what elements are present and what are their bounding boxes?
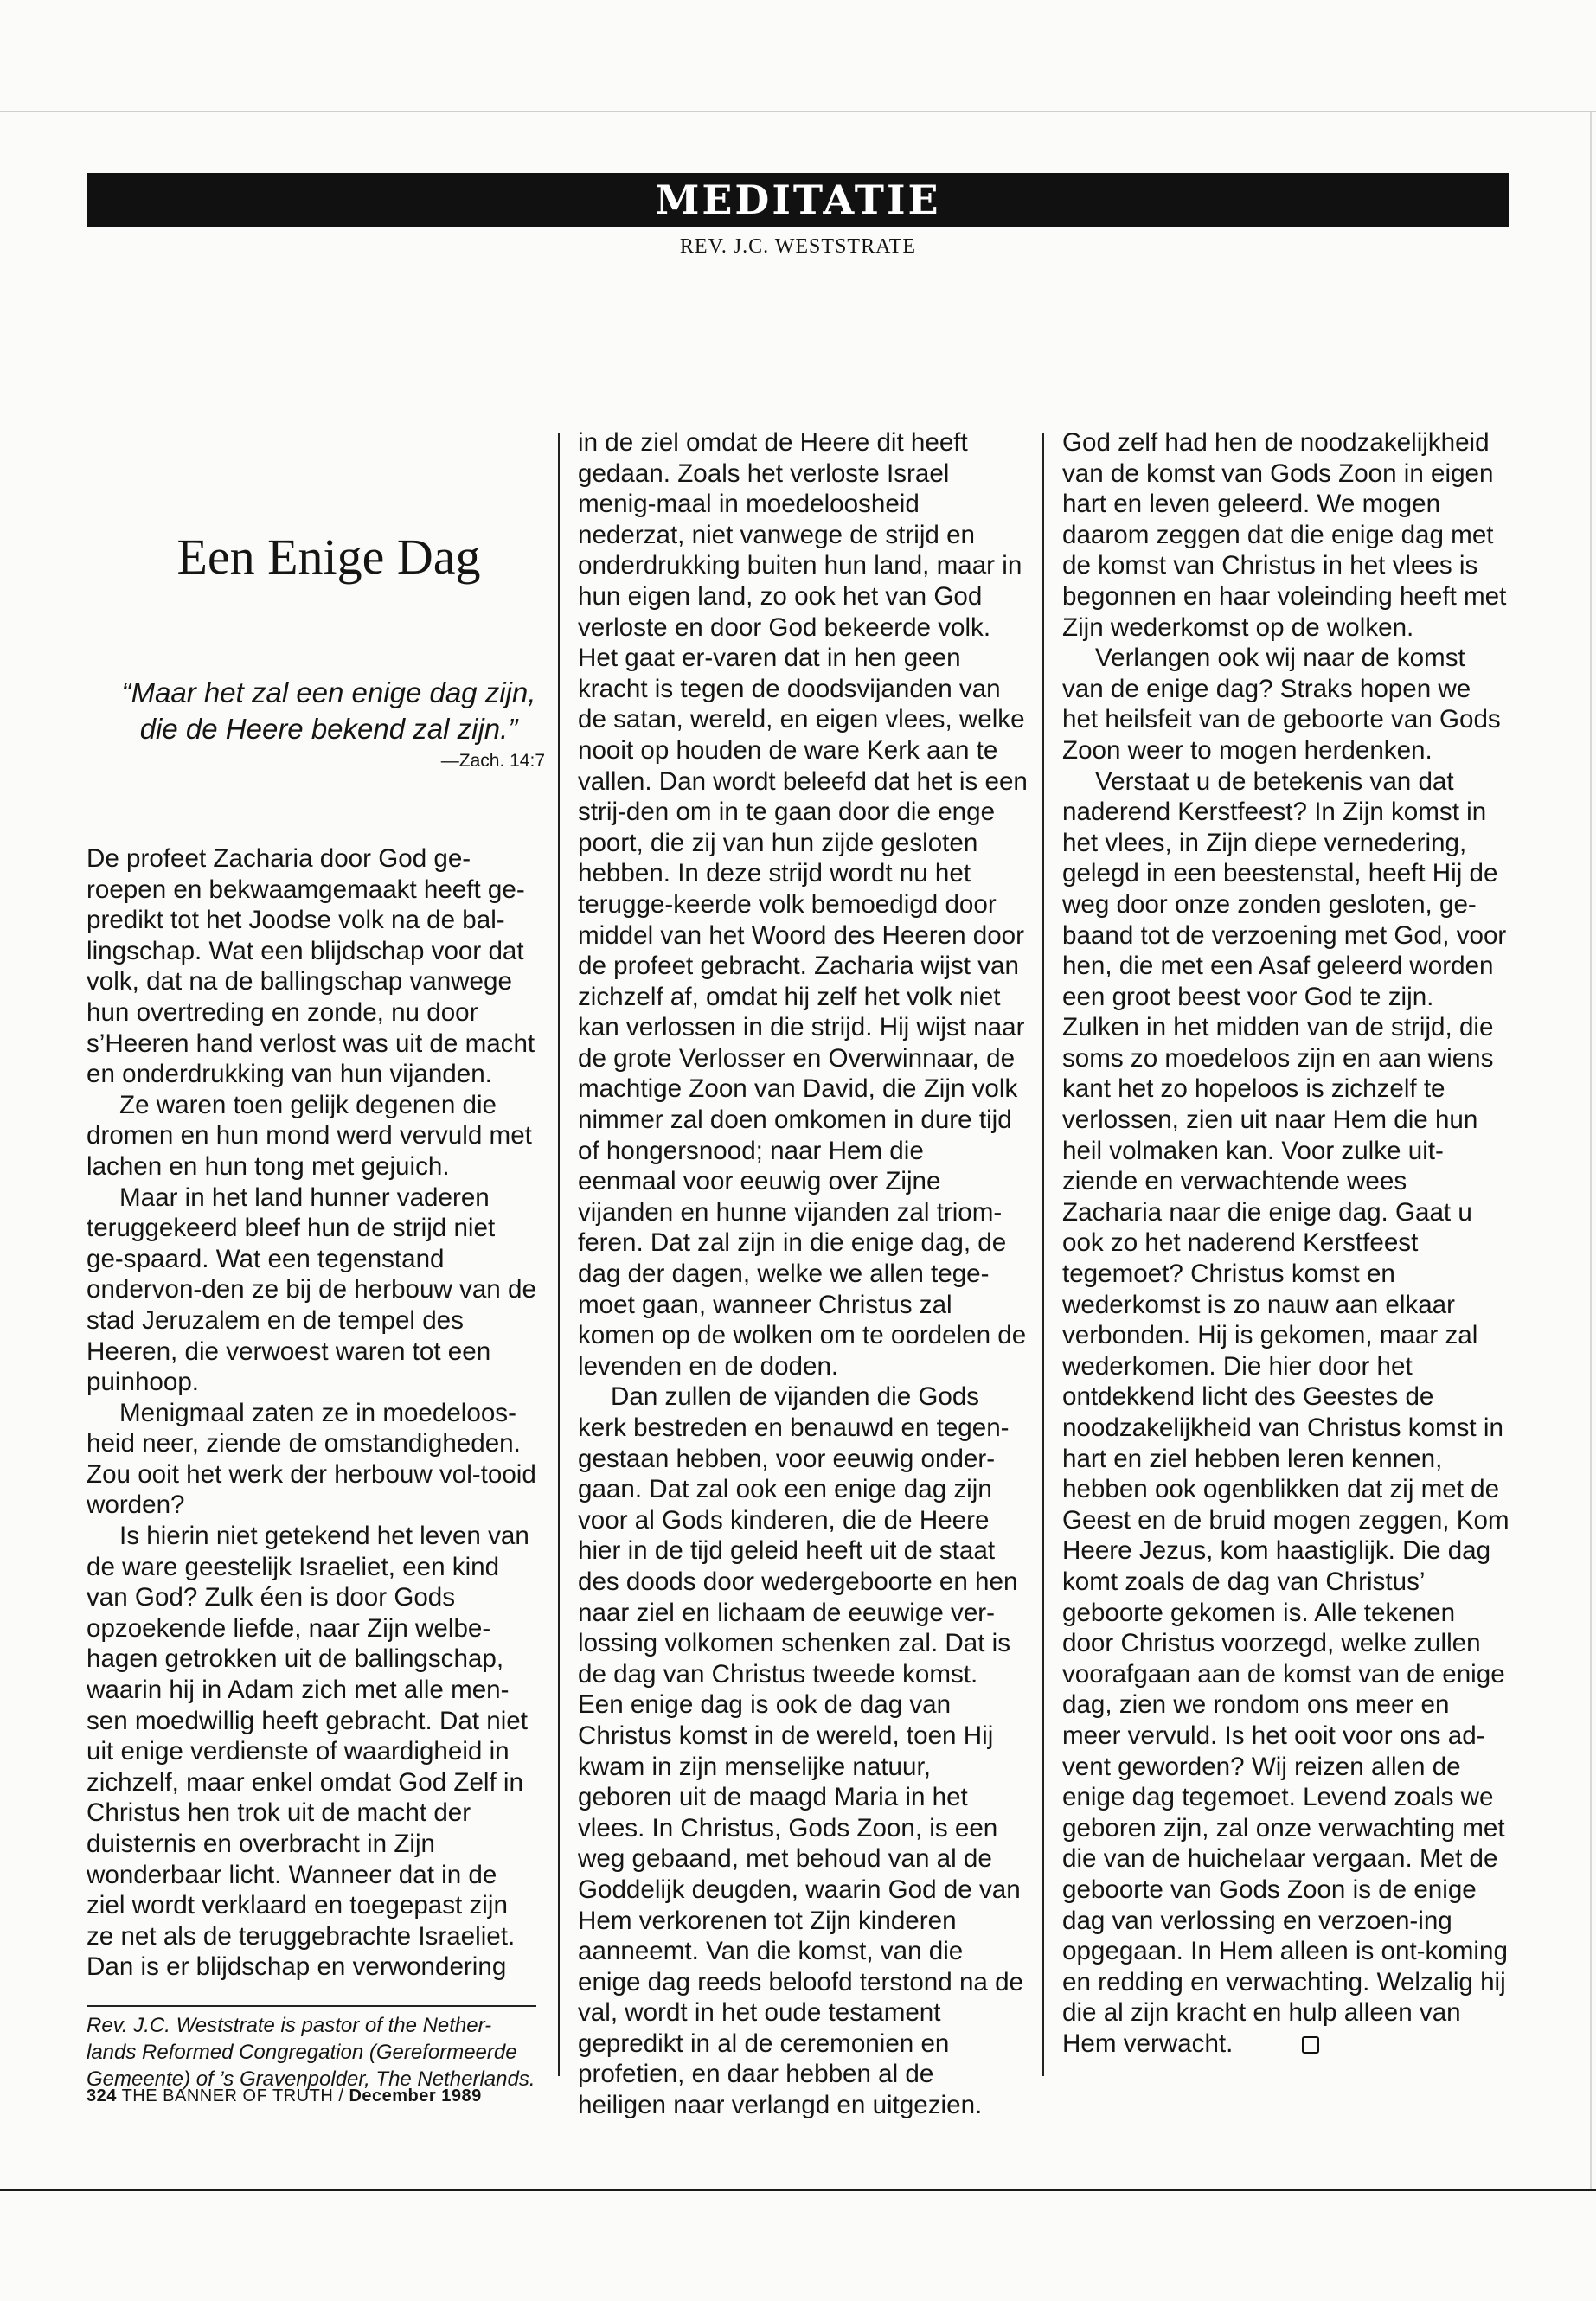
bottom-edge-rule (0, 2189, 1596, 2191)
paragraph: Menigmaal zaten ze in moedeloos-heid neer, ziende de omstandigheden. Zou ooit het werk der herbouw vol-tooid worden? (87, 1398, 536, 1520)
column-2 (578, 427, 1028, 2121)
author-line: REV. J.C. WESTSTRATE (679, 235, 917, 258)
paragraph: Ze waren toen gelijk degenen die dromen en hun mond werd vervuld met lachen en hun tong met gejuich. (87, 1090, 532, 1181)
paragraph-text: Verstaat u de betekenis van dat naderend Kerstfeest? In Zijn komst in het vlees, in Zijn diepe vernedering, gelegd in een beestenstal, heeft Hij de weg door onze zonden gesloten, ge-baand tot de verzoening met God, voor hen, die met een Asaf geleerd worden een groot beest voor God te zijn. Zulken in het midden van de strijd, die soms zo moedeloos zijn en aan wiens kant het zo hopeloos is zichzelf te verlossen, zien uit naar Hem die hun heil volmaken kan. Voor zulke uit-ziende en verwachtende wees Zacharia naar die enige dag. Gaat u ook zo het naderend Kerstfeest tegemoet? Christus komst en wederkomst is zo nauw aan elkaar verbonden. Hij is gekomen, maar zal wederkomen. Die hier door het ontdekkend licht des Geestes de noodzakelijkheid van Christus komst in hart en ziel hebben leren kennen, hebben ook ogenblikken dat zij met de Geest en de bruid mogen zeggen, Kom Heere Jezus, kom haastiglijk. Die dag komt zoals de dag van Christus’ geboorte gekomen is. Alle tekenen door Christus voorzegd, welke zullen voorafgaan aan de komst van de enige dag, zien we rondom ons meer en meer vervuld. Is het ooit voor ons ad-vent geworden? Wij reizen allen de enige dag tegemoet. Levend zoals we geboren zijn, zal onze verwachting met die van de huichelaar vergaan. Met de geboorte van Gods Zoon is de enige dag van verlossing en verzoen-ing opgegaan. In Hem alleen is ont-koming en redding en verwachting. Welzalig hij die al zijn kracht en hulp alleen van Hem verwacht. (1062, 766, 1509, 2058)
column-divider (1042, 433, 1044, 2076)
author-footnote: Rev. J.C. Weststrate is pastor of the Nether-lands Reformed Congregation (Gereformeerde Gemeente) of ’s Gravenpolder, The Netherlands. (87, 2014, 535, 2091)
paragraph: in de ziel omdat de Heere dit heeft gedaan. Zoals het verloste Israel menig-maal in moedeloosheid nederzat, niet vanwege de strijd en onderdrukking buiten hun land, maar in hun eigen land, zo ook het van God verloste en door God bekeerde volk. Het gaat er-varen dat in hen geen kracht is tegen de doodsvijanden van de satan, wereld, en eigen vlees, welke nooit op houden de ware Kerk aan te vallen. Dan wordt beleefd dat het is een strij-den om in te gaan door die enge poort, die zij van hun zijde gesloten hebben. In deze strijd wordt nu het terugge-keerde volk bemoedigd door middel van het Woord des Heeren door de profeet gebracht. Zacharia wijst van zichzelf af, omdat hij zelf het volk niet kan verlossen in die strijd. Hij wijst naar de grote Verlosser en Overwinnaar, de machtige Zoon van David, die Zijn volk nimmer zal doen omkomen in dure tijd of hongersnood; naar Hem die eenmaal voor eeuwig over Zijne vijanden en hunne vijanden zal triom-feren. Dat zal zijn in die enige dag, de dag der dagen, welke we allen tege-moet gaan, wanneer Christus zal komen op de wolken om te oordelen de levenden en de doden. (578, 428, 1028, 1381)
epigraph-reference: —Zach. 14:7 (440, 751, 545, 771)
page-folio (87, 2086, 482, 2106)
column-1 (87, 843, 536, 1983)
column-divider (558, 433, 560, 2076)
page-number: 324 (87, 2086, 117, 2106)
paragraph: God zelf had hen de noodzakelijkheid van de komst van Gods Zoon in eigen hart en leven geleerd. We mogen daarom zeggen dat die enige dag met de komst van Christus in het vlees is begonnen en haar voleinding heeft met Zijn wederkomst op de wolken. (1062, 428, 1507, 642)
publication-name: THE BANNER OF TRUTH / (121, 2086, 344, 2106)
right-edge-shadow (1590, 112, 1592, 2189)
paragraph: Is hierin niet getekend het leven van de ware geestelijk Israeliet, een kind van God? Zulk éen is door Gods opzoekende liefde, naar Zijn welbe-hagen getrokken uit de ballingschap, waarin hij in Adam zich met alle men-sen moedwillig heeft gebracht. Dat niet uit enige verdienste of waardigheid in zichzelf, maar enkel omdat God Zelf in Christus hen trok uit de macht der duisternis en overbracht in Zijn wonderbaar licht. Wanneer dat in de ziel wordt verklaard en toegepast zijn ze net als de teruggebrachte Israeliet. Dan is er blijdschap en verwondering (87, 1522, 529, 1982)
paragraph: Verlangen ook wij naar de komst van de enige dag? Straks hopen we het heilsfeit van de geboorte van Gods Zoon weer to mogen herdenken. (1062, 644, 1501, 765)
paragraph-final (1062, 766, 1512, 2060)
epigraph-line-1: “Maar het zal een enige dag zijn, (121, 676, 536, 708)
end-of-article-mark-icon (1302, 2036, 1319, 2054)
section-banner (87, 173, 1509, 227)
section-banner-text: MEDITATIE (655, 176, 941, 223)
paragraph: Maar in het land hunner vaderen teruggekeerd bleef hun de strijd niet ge-spaard. Wat een tegenstand ondervon-den ze bij de herbouw van de stad Jeruzalem en de tempel des Heeren, die verwoest waren tot een puinhoop. (87, 1183, 536, 1397)
paragraph: Dan zullen de vijanden die Gods kerk bestreden en benauwd en tegen-gestaan hebben, voor eeuwig onder-gaan. Dat zal ook een enige dag zijn voor al Gods kinderen, die de Heere hier in de tijd geleid heeft uit de staat des doods door wedergeboorte en hen naar ziel en lichaam de eeuwige ver-lossing volkomen schenken zal. Dat is de dag van Christus tweede komst. Een enige dag is ook de dag van Christus komst in de wereld, toen Hij kwam in zijn menselijke natuur, geboren uit de maagd Maria in het vlees. In Christus, Gods Zoon, is een weg gebaand, met behoud van al de Goddelijk deugden, waarin God de van Hem verkorenen tot Zijn kinderen aanneemt. Van die komst, van die enige dag reeds beloofd terstond na de val, wordt in het oude testament gepredikt in al de ceremonien en profetien, en daar hebben al de heiligen naar verlangd en uitgezien. (578, 1382, 1024, 2120)
article-title: Een Enige Dag (176, 529, 481, 585)
column-3 (1062, 427, 1512, 2059)
top-edge-rule (0, 111, 1596, 112)
footnote-rule (87, 2005, 536, 2007)
paragraph: De profeet Zacharia door God ge-roepen en bekwaamgemaakt heeft ge-predikt tot het Joodse volk na de bal-lingschap. Wat een blijdschap voor dat volk, dat na de ballingschap vanwege hun overtreding en zonde, nu door s’Heeren hand verlost was uit de macht en onderdrukking van hun vijanden. (87, 844, 535, 1089)
epigraph-line-2: die de Heere bekend zal zijn.” (139, 713, 518, 745)
issue-date: December 1989 (349, 2086, 482, 2106)
epigraph (87, 675, 571, 747)
